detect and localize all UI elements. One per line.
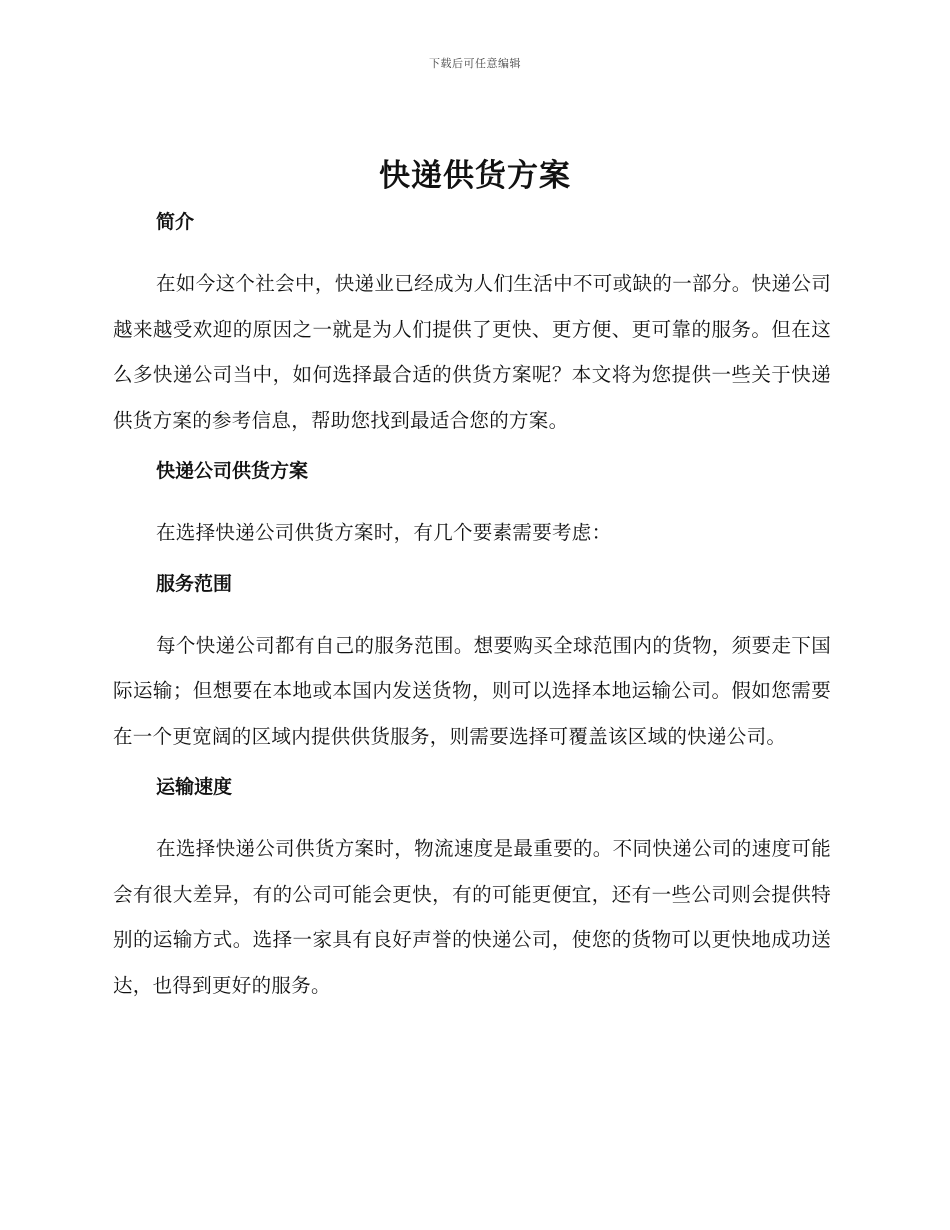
section-heading-intro: 简介 bbox=[156, 211, 195, 233]
section-paragraph-transport-speed: 在选择快递公司供货方案时，物流速度是最重要的。不同快递公司的速度可能会有很大差异，有的公司可能会更快，有的可能更便宜，还有一些公司则会提供特别的运输方式。选择一家具有良好声誉的快递公司，使您的货物可以更快地成功送达，也得到更好的服务。 bbox=[113, 837, 831, 997]
header-note: 下载后可任意编辑 bbox=[429, 57, 521, 70]
section-paragraph-service-scope: 每个快递公司都有自己的服务范围。想要购买全球范围内的货物，须要走下国际运输；但想要在本地或本国内发送货物，则可以选择本地运输公司。假如您需要在一个更宽阔的区域内提供供货服务，则需要选择可覆盖该区域的快递公司。 bbox=[113, 633, 831, 748]
document-title: 快递供货方案 bbox=[379, 158, 571, 194]
section-heading-service-scope: 服务范围 bbox=[156, 572, 233, 595]
section-heading-supply-plan: 快递公司供货方案 bbox=[156, 460, 309, 482]
document-body bbox=[113, 204, 831, 1008]
section-paragraph-supply-plan: 在选择快递公司供货方案时，有几个要素需要考虑： bbox=[156, 521, 612, 544]
section-paragraph-intro: 在如今这个社会中，快递业已经成为人们生活中不可或缺的一部分。快递公司越来越受欢迎的原因之一就是为人们提供了更快、更方便、更可靠的服务。但在这么多快递公司当中，如何选择最合适的供货方案呢？本文将为您提供一些关于快递供货方案的参考信息，帮助您找到最适合您的方案。 bbox=[113, 272, 831, 432]
section-heading-transport-speed: 运输速度 bbox=[156, 776, 233, 798]
